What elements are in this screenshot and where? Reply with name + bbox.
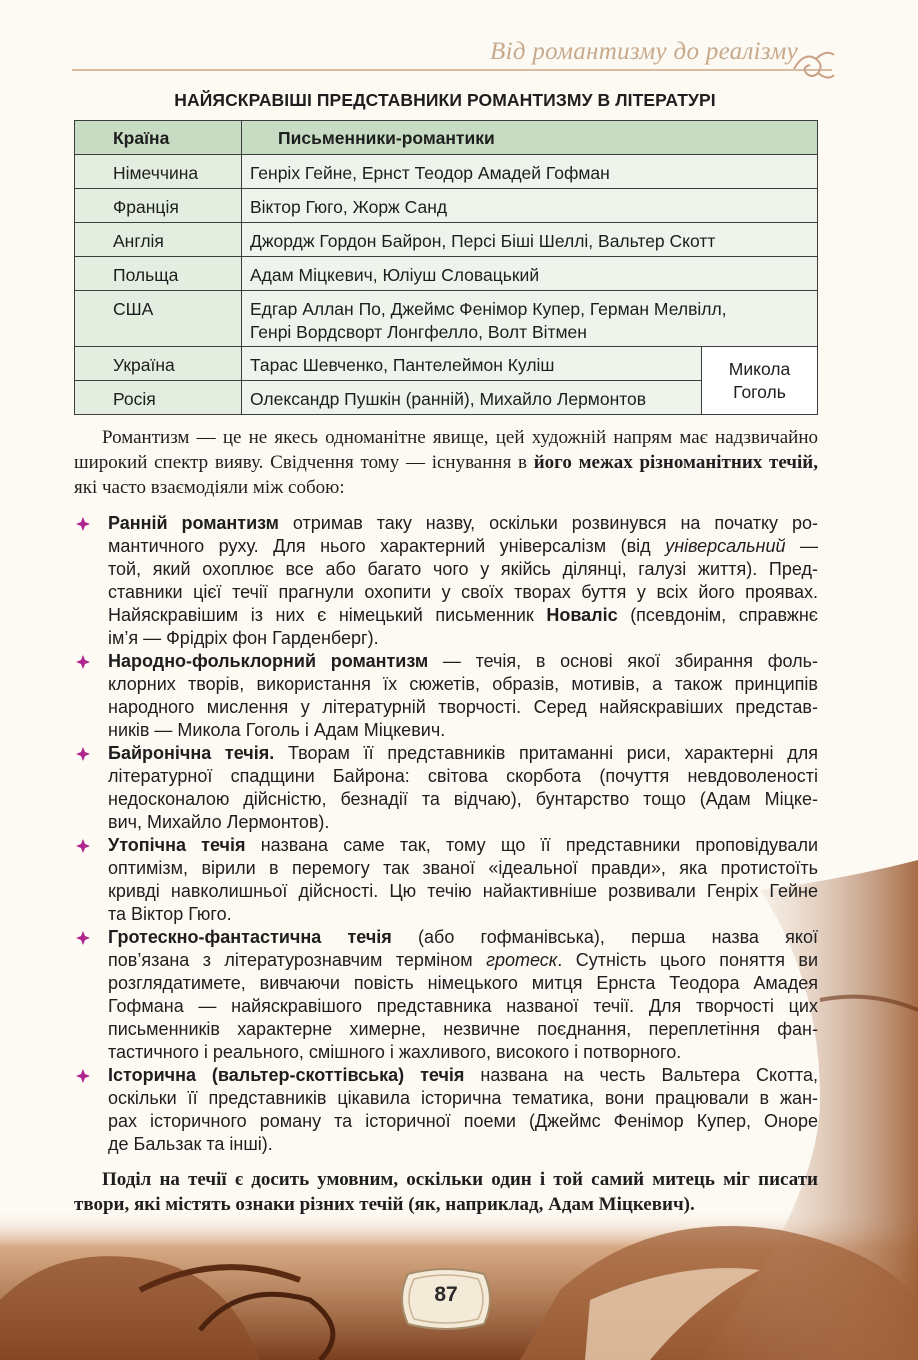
country-cell: Франція: [75, 189, 242, 223]
country-cell: Польща: [75, 257, 242, 291]
text-line: недосконалою дійсністю, безнадії та відчаю), бунтарство тощо (Адам Міцке-: [108, 789, 818, 809]
header-country: Країна: [75, 121, 242, 155]
shared-writer-line: Гоголь: [733, 381, 786, 402]
text-line: пов’язана з літературознавчим терміном: [108, 950, 487, 970]
text-line: —: [785, 536, 818, 556]
table-title: НАЙЯСКРАВІШІ ПРЕДСТАВНИКИ РОМАНТИЗМУ В ЛІТЕРАТУРІ: [174, 90, 716, 110]
writers-cell: [242, 291, 818, 347]
text-line: Гофмана — найяскравішого представника названої течії. Для творчості цих: [108, 996, 818, 1016]
intro-bold-text: його межах різноманітних течій,: [533, 452, 818, 473]
text-line: (або гофманівська), перша назва якої: [391, 927, 819, 947]
country-cell: Німеччина: [75, 155, 242, 189]
list-item: [74, 650, 818, 742]
flourish-ornament-icon: [790, 45, 836, 85]
header-rule: [72, 69, 832, 71]
diamond-bullet-icon: [76, 517, 90, 531]
italic-term: гротеск: [486, 950, 558, 970]
country-cell: Англія: [75, 223, 242, 257]
current-term: Байронічна течія.: [108, 743, 275, 763]
text-line: ставники цієї течії прагнули охопити у своїх творах буття у всіх його проявах.: [108, 582, 818, 602]
table-row: [75, 155, 818, 189]
text-line: оптимізм, вірили в перемогу так званої «ідеальної правди», яка протистоїть: [108, 858, 818, 878]
list-item: [74, 1064, 818, 1156]
text-line: названа на честь Вальтера Скотта,: [464, 1065, 818, 1085]
table-row: [75, 257, 818, 291]
text-line: Творам її представників притаманні риси, характерні для: [274, 743, 818, 763]
text-line: оскільки її представників цікавила історична тематика, вони працювали в жан-: [108, 1088, 818, 1108]
list-item: [74, 834, 818, 926]
country-cell: Росія: [75, 381, 242, 415]
writers-line: Едгар Аллан По, Джеймс Фенімор Купер, Герман Мелвілл,: [250, 299, 727, 319]
text-line: ім’я — Фрідріх фон Гарденберг).: [108, 628, 379, 648]
intro-text-end: які часто взаємодіяли між собою:: [74, 477, 345, 498]
current-term: Гротескно-фантастична течія: [108, 927, 392, 947]
header-writers: Письменники-романтики: [242, 121, 818, 155]
current-term: Історична (вальтер-скоттівська) течія: [108, 1065, 465, 1085]
intro-text: Романтизм — це не якесь одноманітне явище, цей художній напрям має надзвичайно широкий спектр вияву. Свідчення тому — існування в: [74, 427, 818, 473]
writers-cell: Олександр Пушкін (ранній), Михайло Лермонтов: [242, 381, 702, 415]
table-header-row: [75, 121, 818, 155]
diamond-bullet-icon: [76, 931, 90, 945]
writers-cell: Віктор Гюго, Жорж Санд: [242, 189, 818, 223]
table-row: [75, 347, 818, 381]
intro-paragraph: [74, 425, 818, 500]
text-line: народного мислення у літературній творчості. Серед найяскравіших представ-: [108, 697, 818, 717]
text-line: названа саме так, тому що її представники проповідували: [245, 835, 818, 855]
diamond-bullet-icon: [76, 839, 90, 853]
text-line: розглядатимете, вивчаючи повість німецького митця Ернста Теодора Амадея: [108, 973, 818, 993]
page-number: 87: [434, 1283, 458, 1306]
current-term: Народно-фольклорний романтизм: [108, 651, 429, 671]
italic-term: універсальний: [665, 536, 786, 556]
text-line: Найяскравішим із них є німецький письменник: [108, 605, 547, 625]
diamond-bullet-icon: [76, 747, 90, 761]
romanticism-currents-list: [74, 512, 818, 1156]
text-line: рах історичного роману та історичної поеми (Джеймс Фенімор Купер, Оноре: [108, 1111, 818, 1131]
list-item: [74, 926, 818, 1064]
text-line: та Віктор Гюго.: [108, 904, 232, 924]
text-line: тастичного і реального, смішного і жахливого, високого і потворного.: [108, 1042, 682, 1062]
text-line: кривді навколишньої дійсності. Цю течію найактивніше розвивали Генріх Гейне: [108, 881, 818, 901]
text-line: мантичного руху. Для нього характерний універсалізм (від: [108, 536, 666, 556]
writers-cell: Адам Міцкевич, Юліуш Словацький: [242, 257, 818, 291]
writers-cell: Генріх Гейне, Ернст Теодор Амадей Гофман: [242, 155, 818, 189]
text-line: клорних творів, використання їх сюжетів, образів, мотивів, а також принципів: [108, 674, 818, 694]
diamond-bullet-icon: [76, 655, 90, 669]
table-row: [75, 223, 818, 257]
current-term: Ранній романтизм: [108, 513, 279, 533]
table-row: [75, 189, 818, 223]
text-line: ників — Микола Гоголь і Адам Міцкевич.: [108, 720, 446, 740]
text-line: письменників характерне химерне, незвичне поєднання, переплетіння фан-: [108, 1019, 818, 1039]
country-cell: США: [75, 291, 242, 347]
table-row: [75, 291, 818, 347]
shared-writer-line: Микола: [728, 358, 791, 379]
writers-cell: Тарас Шевченко, Пантелеймон Куліш: [242, 347, 702, 381]
country-cell: Україна: [75, 347, 242, 381]
text-line: отримав таку назву, оскільки розвинувся на початку ро-: [278, 513, 818, 533]
text-line: — течія, в основі якої збирання фоль-: [428, 651, 818, 671]
text-line: той, який охоплює все або багато чого у якійсь ділянці, галузі життя). Пред-: [108, 559, 818, 579]
diamond-bullet-icon: [76, 1069, 90, 1083]
text-line: вич, Михайло Лермонтов).: [108, 812, 330, 832]
list-item: [74, 512, 818, 650]
text-line: літературної спадщини Байрона: світова скорбота (почуття невдоволеності: [108, 766, 818, 786]
shared-writer-cell: [702, 347, 818, 415]
list-item: [74, 742, 818, 834]
text-line: . Сутність цього поняття ви: [557, 950, 818, 970]
writers-line: Генрі Вордсворт Лонгфелло, Волт Вітмен: [250, 322, 587, 342]
text-line: де Бальзак та інші).: [108, 1134, 273, 1154]
current-term: Утопічна течія: [108, 835, 246, 855]
text-line: (псевдонім, справжнє: [617, 605, 818, 625]
conclusion-paragraph: Поділ на течії є досить умовним, оскільки один і той самий митець міг писати твори, які містять ознаки різних течій (як, наприклад, Адам Міцкевич).: [74, 1169, 818, 1215]
writers-cell: Джордж Гордон Байрон, Персі Біші Шеллі, Вальтер Скотт: [242, 223, 818, 257]
bold-name: Новаліс: [546, 605, 618, 625]
running-head-title: Від романтизму до реалізму: [490, 38, 798, 65]
romanticism-writers-table: [74, 120, 818, 415]
